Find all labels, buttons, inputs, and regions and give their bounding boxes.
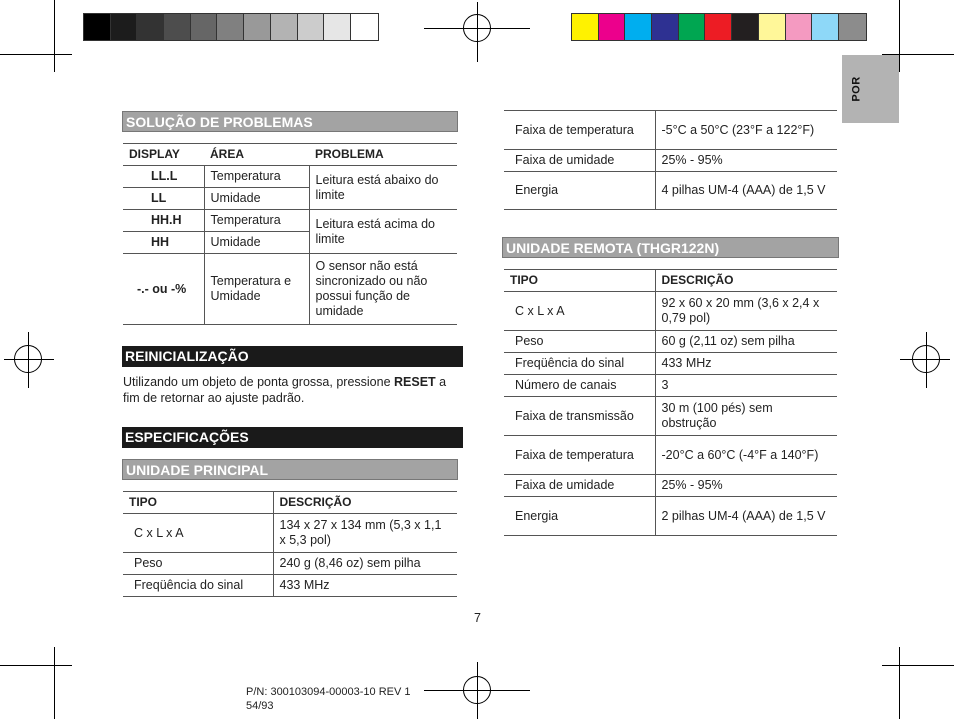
reset-keyword: RESET: [394, 375, 436, 389]
reset-paragraph: Utilizando um objeto de ponta grossa, pressione RESET a fim de retornar ao ajuste padrão.: [123, 375, 447, 405]
table-row: [123, 210, 457, 232]
display-code: LL.L: [123, 166, 204, 188]
main-unit-table: [123, 491, 457, 597]
color-swatch: [572, 14, 599, 40]
display-code: LL: [123, 188, 204, 210]
grayscale-bar: [83, 13, 379, 41]
gray-swatch: [271, 14, 298, 40]
reset-header: REINICIALIZAÇÃO: [122, 346, 463, 367]
table-row: [123, 254, 457, 325]
troubleshoot-header: SOLUÇÃO DE PROBLEMAS: [122, 111, 458, 132]
color-swatch: [812, 14, 839, 40]
remote-unit-table: [504, 269, 837, 536]
problem-cell: O sensor não está sincronizado ou não possui função de umidade: [309, 254, 457, 325]
color-swatch: [759, 14, 786, 40]
table-row: Freqüência do sinal 433 MHz: [504, 353, 837, 375]
color-swatch: [732, 14, 759, 40]
gray-swatch: [351, 14, 378, 40]
problem-cell: Leitura está abaixo do limite: [309, 166, 457, 210]
color-swatch: [705, 14, 732, 40]
table-row: Faixa de umidade 25% - 95%: [504, 475, 837, 497]
area-cell: Umidade: [204, 232, 309, 254]
table-row: Peso 60 g (2,11 oz) sem pilha: [504, 331, 837, 353]
gray-swatch: [111, 14, 138, 40]
gray-swatch: [217, 14, 244, 40]
col-header-description: DESCRIÇÃO: [273, 492, 457, 514]
table-row: Número de canais 3: [504, 375, 837, 397]
table-row: Freqüência do sinal 433 MHz: [123, 575, 457, 597]
area-cell: Temperatura: [204, 210, 309, 232]
col-header-type: TIPO: [123, 492, 273, 514]
main-unit-table-continued: [504, 110, 837, 210]
area-cell: Temperatura: [204, 166, 309, 188]
table-row: [123, 166, 457, 188]
gray-swatch: [298, 14, 325, 40]
col-header-type: TIPO: [504, 270, 655, 292]
gray-swatch: [164, 14, 191, 40]
table-row: Faixa de temperatura -20°C a 60°C (-4°F a 140°F): [504, 436, 837, 475]
col-header-display: DISPLAY: [123, 144, 204, 166]
color-swatch: [679, 14, 706, 40]
color-swatch: [839, 14, 866, 40]
table-row: Faixa de transmissão 30 m (100 pés) sem obstrução: [504, 397, 837, 436]
gray-swatch: [244, 14, 271, 40]
display-code: -.- ou -%: [123, 254, 204, 325]
gray-swatch: [324, 14, 351, 40]
gray-swatch: [191, 14, 218, 40]
area-cell: Temperatura e Umidade: [204, 254, 309, 325]
troubleshoot-table: [123, 143, 457, 325]
display-code: HH: [123, 232, 204, 254]
table-row: C x L x A 134 x 27 x 134 mm (5,3 x 1,1 x 5,3 pol): [123, 514, 457, 553]
color-swatch: [599, 14, 626, 40]
sheet-number: 54/93: [246, 700, 274, 712]
table-row: Energia 4 pilhas UM-4 (AAA) de 1,5 V: [504, 172, 837, 210]
color-swatch: [625, 14, 652, 40]
table-row: Faixa de umidade 25% - 95%: [504, 150, 837, 172]
color-swatch: [652, 14, 679, 40]
col-header-area: ÁREA: [204, 144, 309, 166]
display-code: HH.H: [123, 210, 204, 232]
gray-swatch: [137, 14, 164, 40]
problem-cell: Leitura está acima do limite: [309, 210, 457, 254]
main-unit-header: UNIDADE PRINCIPAL: [122, 459, 458, 480]
col-header-problem: PROBLEMA: [309, 144, 457, 166]
specs-header: ESPECIFICAÇÕES: [122, 427, 463, 448]
language-tab-label: POR: [851, 76, 863, 102]
color-bar: [571, 13, 867, 41]
table-row: Faixa de temperatura -5°C a 50°C (23°F a 122°F): [504, 111, 837, 150]
part-number: P/N: 300103094-00003-10 REV 1: [246, 686, 411, 698]
col-header-description: DESCRIÇÃO: [655, 270, 837, 292]
gray-swatch: [84, 14, 111, 40]
page-number: 7: [474, 611, 481, 625]
color-swatch: [786, 14, 813, 40]
table-row: Energia 2 pilhas UM-4 (AAA) de 1,5 V: [504, 497, 837, 536]
table-row: Peso 240 g (8,46 oz) sem pilha: [123, 553, 457, 575]
remote-unit-header: UNIDADE REMOTA (THGR122N): [502, 237, 839, 258]
area-cell: Umidade: [204, 188, 309, 210]
table-row: C x L x A 92 x 60 x 20 mm (3,6 x 2,4 x 0,79 pol): [504, 292, 837, 331]
